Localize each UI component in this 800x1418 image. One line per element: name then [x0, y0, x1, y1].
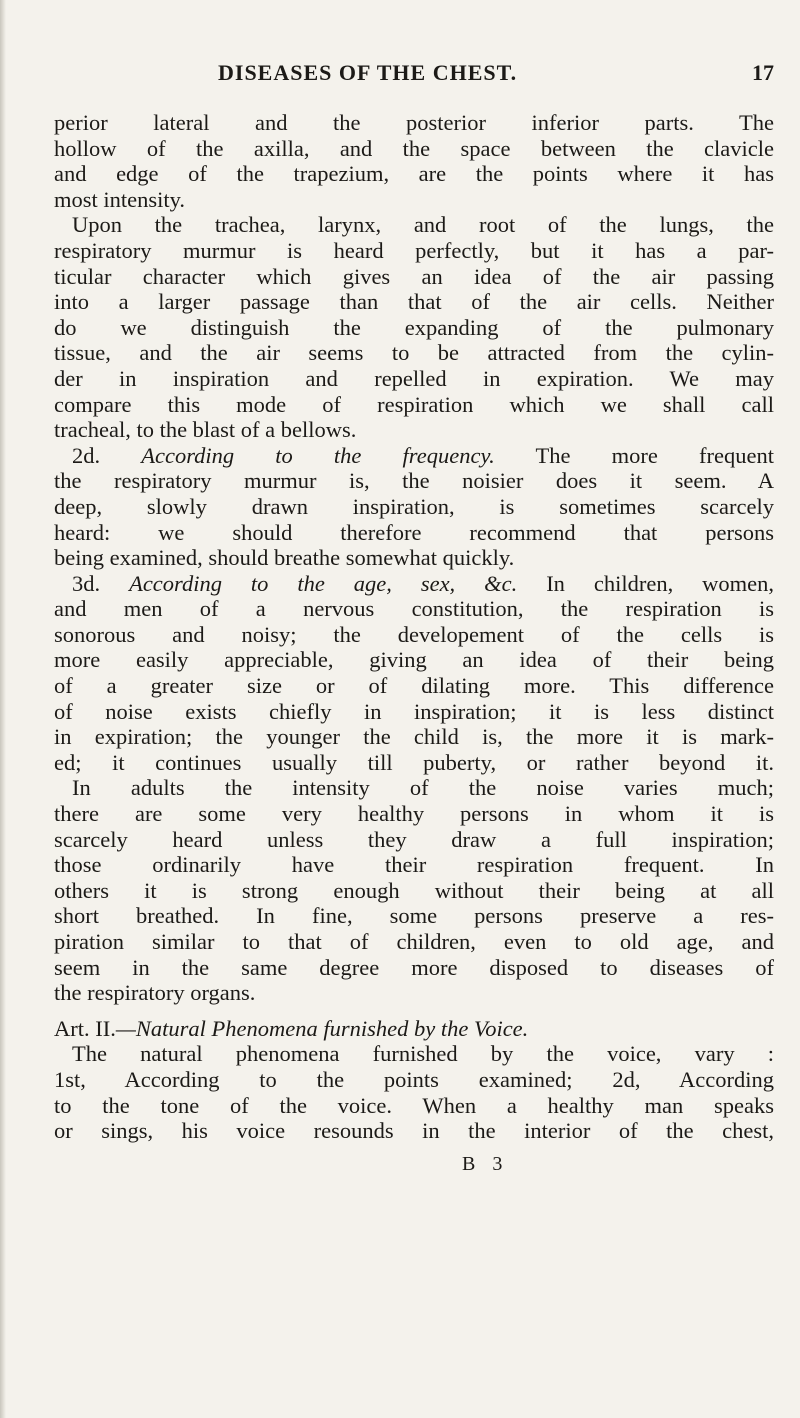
text-line: into a larger passage than that of the air cells. Neither: [54, 289, 774, 315]
text-line: deep, slowly drawn inspiration, is sometimes scarcely: [54, 493, 774, 519]
text-line: sonorous and noisy; the developement of the cells is: [54, 621, 774, 647]
text-segment: The more frequent: [535, 442, 774, 468]
text-line: tissue, and the air seems to be attracted from the cylin-: [54, 340, 774, 366]
signature-mark: B 3: [462, 1153, 509, 1175]
subsection-line: [54, 443, 774, 469]
text-line: seem in the same degree more disposed to diseases of: [54, 954, 774, 980]
text-line: der in inspiration and repelled in expiration. We may: [54, 365, 774, 391]
text-line: hollow of the axilla, and the space between the clavicle: [54, 135, 774, 161]
text-line: perior lateral and the posterior inferior parts. The: [54, 110, 774, 135]
text-line: the respiratory murmur is, the noisier does it seem. A: [54, 468, 774, 494]
text-line: being examined, should breathe somewhat quickly.: [54, 545, 515, 571]
text-line: 1st, According to the points examined; 2d, According: [54, 1066, 774, 1092]
text-line: more easily appreciable, giving an idea of their being: [54, 647, 774, 673]
article-heading: [54, 1016, 774, 1042]
text-line: The natural phenomena furnished by the voice, vary :: [72, 1041, 774, 1067]
text-line: and men of a nervous constitution, the respiration is: [54, 596, 774, 622]
text-line: most intensity.: [54, 186, 186, 212]
subsection-title: According to the frequency.: [141, 442, 495, 468]
text-line: piration similar to that of children, even to old age, and: [54, 929, 774, 954]
text-line: others it is strong enough without their being at all: [54, 877, 774, 903]
text-line: respiratory murmur is heard perfectly, but it has a par-: [54, 237, 774, 263]
text-line: short breathed. In fine, some persons preserve a res-: [54, 903, 774, 929]
page-number: 17: [752, 60, 774, 85]
text-line: ticular character which gives an idea of the air passing: [54, 263, 774, 289]
subsection-number: 2d.: [72, 442, 101, 468]
article-number: Art. II.: [54, 1015, 116, 1041]
text-line: of noise exists chiefly in inspiration; it is less distinct: [54, 698, 774, 724]
text-line: heard: we should therefore recommend that persons: [54, 519, 774, 545]
text-line: ed; it continues usually till puberty, or rather beyond it.: [54, 749, 774, 775]
running-head: DISEASES OF THE CHEST.: [218, 60, 518, 85]
page-header: [218, 60, 774, 100]
text-line: compare this mode of respiration which we shall call: [54, 391, 774, 417]
page-edge-shadow: [0, 0, 6, 1418]
text-line: in expiration; the younger the child is, the more it is mark-: [54, 724, 774, 750]
text-line: to the tone of the voice. When a healthy man speaks: [54, 1092, 774, 1118]
subsection-number: 3d.: [72, 570, 101, 596]
text-line: of a greater size or of dilating more. This difference: [54, 673, 774, 699]
text-line: the respiratory organs.: [54, 980, 256, 1006]
text-line: there are some very healthy persons in whom it is: [54, 801, 774, 827]
text-line: those ordinarily have their respiration frequent. In: [54, 852, 774, 878]
text-line: Upon the trachea, larynx, and root of the lungs, the: [72, 212, 774, 238]
text-line: scarcely heard unless they draw a full inspiration;: [54, 826, 774, 852]
text-line: or sings, his voice resounds in the interior of the chest,: [54, 1118, 774, 1144]
text-line: and edge of the trapezium, are the points where it has: [54, 161, 774, 187]
subsection-title: According to the age, sex, &c.: [129, 570, 518, 596]
text-segment: In children, women,: [546, 570, 775, 596]
article-title: —Natural Phenomena furnished by the Voice.: [115, 1015, 529, 1041]
page-body: [54, 110, 774, 1144]
subsection-line: [54, 571, 774, 597]
text-line: In adults the intensity of the noise varies much;: [72, 775, 774, 801]
text-line: tracheal, to the blast of a bellows.: [54, 417, 357, 443]
text-line: do we distinguish the expanding of the pulmonary: [54, 314, 774, 340]
